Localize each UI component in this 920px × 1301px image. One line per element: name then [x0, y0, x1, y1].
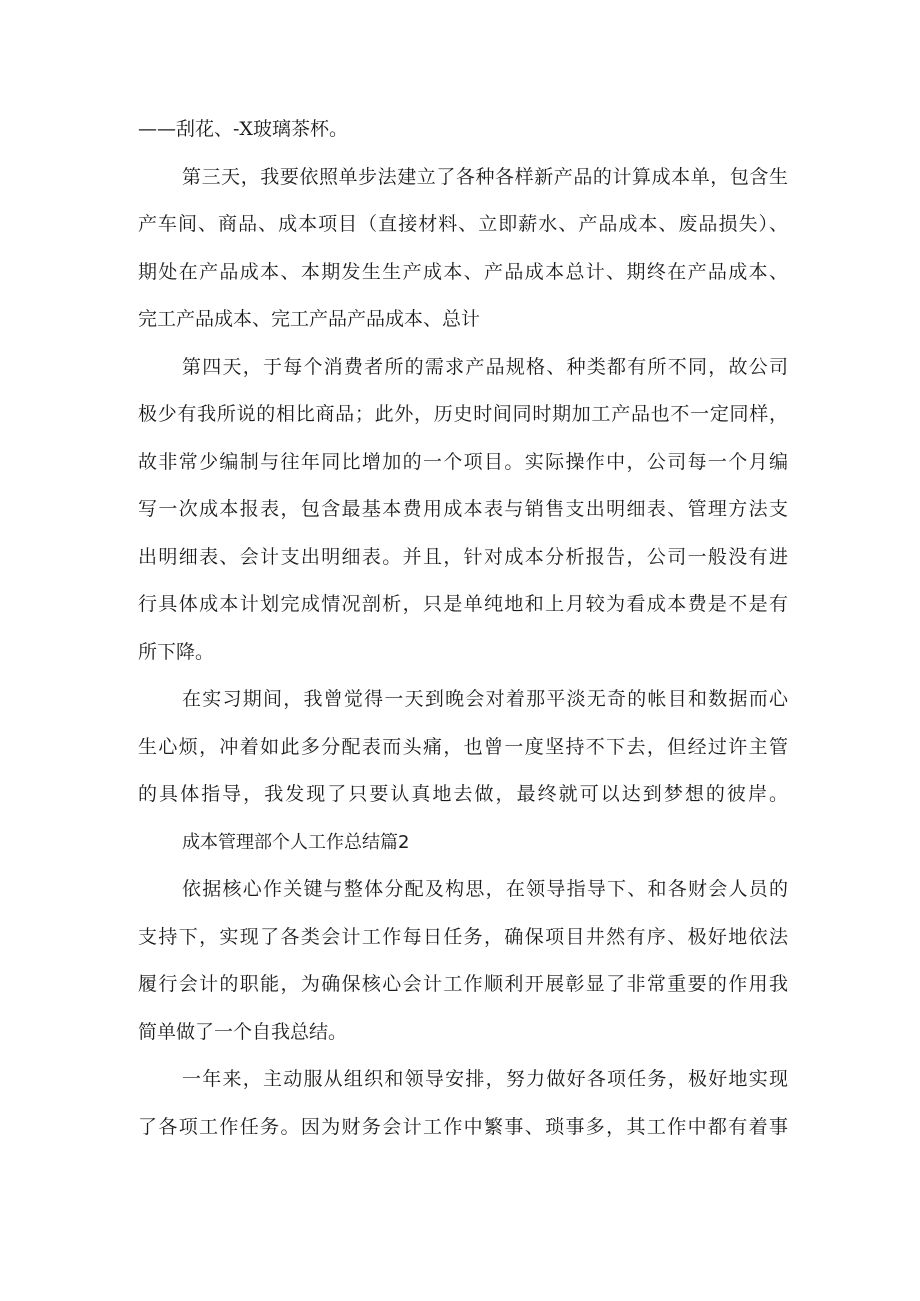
text-line: 一年来，主动服从组织和领导安排，努力做好各项任务，极好地实现 [182, 1068, 788, 1090]
section-heading: 成本管理部个人工作总结篇2 [182, 831, 410, 853]
text-line: 完工产品成本、完工产品产品成本、总计 [138, 308, 481, 330]
text-line: 期处在产品成本、本期发生生产成本、产品成本总计、期终在产品成本、 [138, 260, 788, 283]
text-line: 行具体成本计划完成情况剖析，只是单纯地和上月较为看成本费是不是有 [138, 593, 788, 615]
text-line: 履行会计的职能，为确保核心会计工作顺利开展彰显了非常重要的作用我 [138, 973, 788, 995]
text-line: 出明细表、会计支出明细表。并且，针对成本分析报告，公司一般没有进 [138, 545, 788, 568]
text-line: ——刮花、-X玻璃茶杯。 [138, 118, 348, 140]
text-line: 了各项工作任务。因为财务会计工作中繁事、琐事多，其工作中都有着事 [138, 1115, 788, 1138]
text-line: 支持下，实现了各类会计工作每日任务，确保项目井然有序、极好地依法 [138, 925, 788, 948]
text-line: 简单做了一个自我总结。 [138, 1020, 348, 1043]
text-line: 在实习期间，我曾觉得一天到晚会对着那平淡无奇的帐目和数据而心 [182, 688, 788, 710]
text-line: 的具体指导，我发现了只要认真地去做，最终就可以达到梦想的彼岸。 [138, 783, 788, 805]
text-line: 生心烦，冲着如此多分配表而头痛，也曾一度坚持不下去，但经过许主管 [138, 735, 788, 758]
text-line: 产车间、商品、成本项目（直接材料、立即薪水、产品成本、废品损失）、 [138, 213, 788, 235]
text-line: 第四天，于每个消费者所的需求产品规格、种类都有所不同，故公司 [182, 355, 788, 378]
text-line: 极少有我所说的相比商品；此外，历史时间同时期加工产品也不一定同样， [138, 403, 788, 425]
text-line: 故非常少编制与往年同比增加的一个项目。实际操作中，公司每一个月编 [138, 450, 788, 473]
text-line: 第三天，我要依照单步法建立了各种各样新产品的计算成本单，包含生 [182, 165, 788, 188]
document-body [138, 106, 788, 1151]
text-line: 写一次成本报表，包含最基本费用成本表与销售支出明细表、管理方法支 [138, 498, 788, 520]
text-line: 所下降。 [138, 640, 215, 663]
text-line: 依据核心作关键与整体分配及构思，在领导指导下、和各财会人员的 [182, 878, 788, 900]
